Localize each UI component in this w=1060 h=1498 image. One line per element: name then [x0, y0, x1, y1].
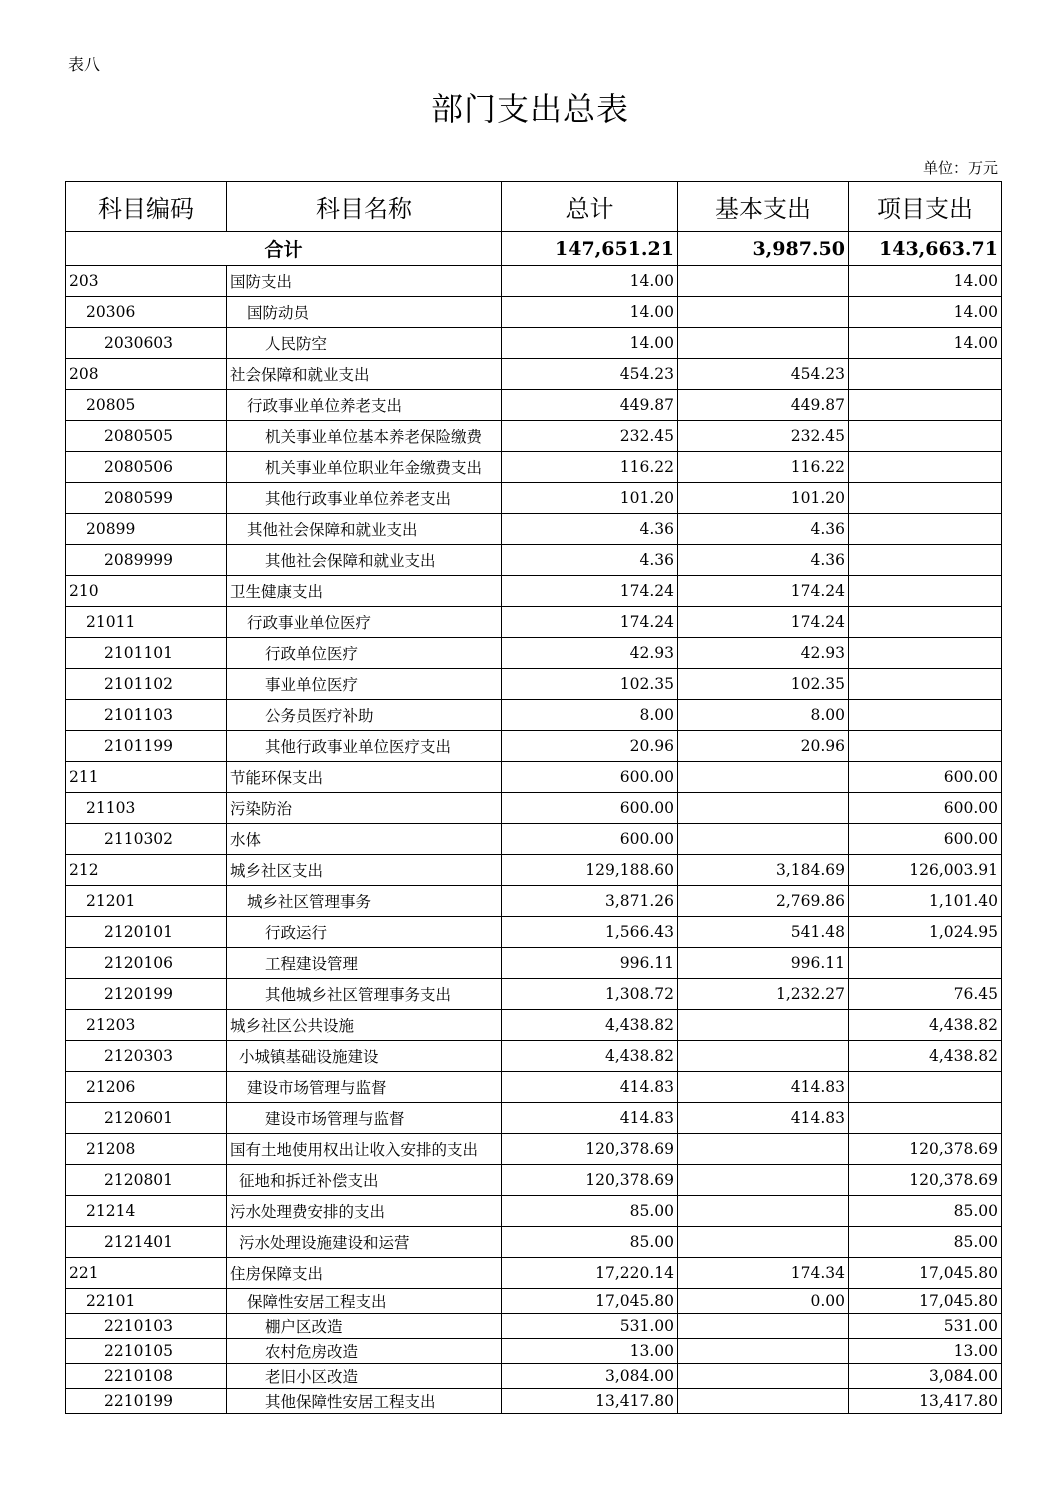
project-cell: 17,045.80 — [849, 1258, 1002, 1289]
total-cell: 414.83 — [502, 1103, 678, 1134]
code-cell: 2210108 — [66, 1364, 227, 1389]
basic-cell: 3,184.69 — [678, 855, 849, 886]
table-row — [66, 576, 1002, 607]
project-cell — [849, 700, 1002, 731]
total-cell: 129,188.60 — [502, 855, 678, 886]
total-cell: 600.00 — [502, 762, 678, 793]
code-cell: 20899 — [66, 514, 227, 545]
project-cell: 14.00 — [849, 297, 1002, 328]
code-cell: 21103 — [66, 793, 227, 824]
table-row — [66, 452, 1002, 483]
code-cell: 221 — [66, 1258, 227, 1289]
name-cell: 棚户区改造 — [227, 1314, 502, 1339]
name-cell: 国有土地使用权出让收入安排的支出 — [227, 1134, 502, 1165]
table-number: 表八 — [68, 55, 101, 74]
name-cell: 城乡社区支出 — [227, 855, 502, 886]
total-cell: 85.00 — [502, 1227, 678, 1258]
table-row — [66, 762, 1002, 793]
total-cell: 102.35 — [502, 669, 678, 700]
project-cell: 126,003.91 — [849, 855, 1002, 886]
name-cell: 行政事业单位养老支出 — [227, 390, 502, 421]
total-cell: 531.00 — [502, 1314, 678, 1339]
code-cell: 21206 — [66, 1072, 227, 1103]
table-row — [66, 1389, 1002, 1414]
code-cell: 211 — [66, 762, 227, 793]
name-cell: 节能环保支出 — [227, 762, 502, 793]
name-cell: 卫生健康支出 — [227, 576, 502, 607]
total-cell: 449.87 — [502, 390, 678, 421]
basic-cell — [678, 762, 849, 793]
table-row — [66, 824, 1002, 855]
project-cell: 1,024.95 — [849, 917, 1002, 948]
total-cell: 232.45 — [502, 421, 678, 452]
code-cell: 2089999 — [66, 545, 227, 576]
project-cell: 600.00 — [849, 762, 1002, 793]
total-cell: 8.00 — [502, 700, 678, 731]
basic-cell: 101.20 — [678, 483, 849, 514]
code-cell: 21011 — [66, 607, 227, 638]
basic-cell — [678, 266, 849, 297]
total-cell: 14.00 — [502, 297, 678, 328]
project-cell: 4,438.82 — [849, 1041, 1002, 1072]
project-cell — [849, 514, 1002, 545]
name-cell: 污染防治 — [227, 793, 502, 824]
total-cell: 4,438.82 — [502, 1010, 678, 1041]
total-basic: 3,987.50 — [678, 232, 849, 266]
total-cell: 3,871.26 — [502, 886, 678, 917]
table-row — [66, 390, 1002, 421]
name-cell: 污水处理费安排的支出 — [227, 1196, 502, 1227]
total-cell: 116.22 — [502, 452, 678, 483]
code-cell: 2080505 — [66, 421, 227, 452]
code-cell: 2121401 — [66, 1227, 227, 1258]
table-row — [66, 731, 1002, 762]
name-cell: 水体 — [227, 824, 502, 855]
project-cell: 14.00 — [849, 266, 1002, 297]
expenditure-table — [65, 181, 1002, 1414]
table-row — [66, 1227, 1002, 1258]
basic-cell: 0.00 — [678, 1289, 849, 1314]
table-row — [66, 359, 1002, 390]
basic-cell — [678, 793, 849, 824]
code-cell: 2080599 — [66, 483, 227, 514]
total-cell: 600.00 — [502, 793, 678, 824]
name-cell: 征地和拆迁补偿支出 — [227, 1165, 502, 1196]
project-cell — [849, 576, 1002, 607]
project-cell: 76.45 — [849, 979, 1002, 1010]
table-row — [66, 1339, 1002, 1364]
basic-cell — [678, 1041, 849, 1072]
table-row — [66, 1041, 1002, 1072]
name-cell: 机关事业单位基本养老保险缴费 — [227, 421, 502, 452]
project-cell — [849, 452, 1002, 483]
basic-cell: 414.83 — [678, 1103, 849, 1134]
name-cell: 污水处理设施建设和运营 — [227, 1227, 502, 1258]
basic-cell — [678, 297, 849, 328]
project-cell — [849, 948, 1002, 979]
project-cell: 531.00 — [849, 1314, 1002, 1339]
table-row — [66, 886, 1002, 917]
basic-cell — [678, 1134, 849, 1165]
total-cell: 120,378.69 — [502, 1165, 678, 1196]
basic-cell — [678, 1389, 849, 1414]
total-cell: 174.24 — [502, 576, 678, 607]
total-cell: 13.00 — [502, 1339, 678, 1364]
basic-cell: 414.83 — [678, 1072, 849, 1103]
project-cell: 85.00 — [849, 1227, 1002, 1258]
total-cell: 120,378.69 — [502, 1134, 678, 1165]
table-row — [66, 483, 1002, 514]
total-cell: 3,084.00 — [502, 1364, 678, 1389]
total-cell: 13,417.80 — [502, 1389, 678, 1414]
name-cell: 其他社会保障和就业支出 — [227, 514, 502, 545]
code-cell: 21208 — [66, 1134, 227, 1165]
basic-cell: 42.93 — [678, 638, 849, 669]
basic-cell: 8.00 — [678, 700, 849, 731]
project-cell: 4,438.82 — [849, 1010, 1002, 1041]
name-cell: 其他保障性安居工程支出 — [227, 1389, 502, 1414]
project-cell: 120,378.69 — [849, 1165, 1002, 1196]
project-cell — [849, 638, 1002, 669]
total-cell: 14.00 — [502, 266, 678, 297]
code-cell: 2120101 — [66, 917, 227, 948]
total-label: 合计 — [66, 232, 502, 266]
project-cell — [849, 545, 1002, 576]
name-cell: 小城镇基础设施建设 — [227, 1041, 502, 1072]
code-cell: 20306 — [66, 297, 227, 328]
basic-cell: 102.35 — [678, 669, 849, 700]
header-row — [66, 182, 1002, 232]
table-row — [66, 1314, 1002, 1339]
basic-cell — [678, 1165, 849, 1196]
basic-cell: 174.24 — [678, 576, 849, 607]
table-row — [66, 669, 1002, 700]
project-cell: 3,084.00 — [849, 1364, 1002, 1389]
total-cell: 414.83 — [502, 1072, 678, 1103]
basic-cell: 4.36 — [678, 514, 849, 545]
header-basic: 基本支出 — [678, 182, 849, 232]
name-cell: 社会保障和就业支出 — [227, 359, 502, 390]
basic-cell — [678, 1314, 849, 1339]
code-cell: 2120106 — [66, 948, 227, 979]
basic-cell — [678, 1010, 849, 1041]
header-name: 科目名称 — [227, 182, 502, 232]
code-cell: 210 — [66, 576, 227, 607]
project-cell: 1,101.40 — [849, 886, 1002, 917]
name-cell: 人民防空 — [227, 328, 502, 359]
name-cell: 公务员医疗补助 — [227, 700, 502, 731]
code-cell: 2101199 — [66, 731, 227, 762]
name-cell: 工程建设管理 — [227, 948, 502, 979]
project-cell — [849, 1103, 1002, 1134]
project-cell — [849, 1072, 1002, 1103]
total-cell: 101.20 — [502, 483, 678, 514]
basic-cell: 1,232.27 — [678, 979, 849, 1010]
total-total: 147,651.21 — [502, 232, 678, 266]
basic-cell: 996.11 — [678, 948, 849, 979]
basic-cell — [678, 328, 849, 359]
basic-cell: 116.22 — [678, 452, 849, 483]
table-row — [66, 638, 1002, 669]
name-cell: 机关事业单位职业年金缴费支出 — [227, 452, 502, 483]
basic-cell — [678, 1227, 849, 1258]
name-cell: 建设市场管理与监督 — [227, 1072, 502, 1103]
project-cell: 120,378.69 — [849, 1134, 1002, 1165]
name-cell: 其他行政事业单位医疗支出 — [227, 731, 502, 762]
table-row — [66, 1364, 1002, 1389]
table-row — [66, 1289, 1002, 1314]
code-cell: 20805 — [66, 390, 227, 421]
header-total: 总计 — [502, 182, 678, 232]
basic-cell — [678, 1339, 849, 1364]
name-cell: 其他社会保障和就业支出 — [227, 545, 502, 576]
project-cell: 13,417.80 — [849, 1389, 1002, 1414]
header-project: 项目支出 — [849, 182, 1002, 232]
total-cell: 17,220.14 — [502, 1258, 678, 1289]
project-cell — [849, 731, 1002, 762]
table-row — [66, 1258, 1002, 1289]
table-row — [66, 793, 1002, 824]
table-row — [66, 266, 1002, 297]
name-cell: 行政事业单位医疗 — [227, 607, 502, 638]
name-cell: 其他城乡社区管理事务支出 — [227, 979, 502, 1010]
name-cell: 行政运行 — [227, 917, 502, 948]
project-cell — [849, 607, 1002, 638]
project-cell: 14.00 — [849, 328, 1002, 359]
total-cell: 4.36 — [502, 514, 678, 545]
table-row — [66, 1103, 1002, 1134]
basic-cell: 541.48 — [678, 917, 849, 948]
name-cell: 城乡社区管理事务 — [227, 886, 502, 917]
table-row — [66, 328, 1002, 359]
code-cell: 2101101 — [66, 638, 227, 669]
project-cell: 600.00 — [849, 793, 1002, 824]
code-cell: 21203 — [66, 1010, 227, 1041]
table-row — [66, 1134, 1002, 1165]
code-cell: 2210105 — [66, 1339, 227, 1364]
code-cell: 2210199 — [66, 1389, 227, 1414]
total-cell: 600.00 — [502, 824, 678, 855]
total-cell: 4.36 — [502, 545, 678, 576]
name-cell: 国防支出 — [227, 266, 502, 297]
code-cell: 21201 — [66, 886, 227, 917]
total-cell: 174.24 — [502, 607, 678, 638]
code-cell: 22101 — [66, 1289, 227, 1314]
basic-cell: 454.23 — [678, 359, 849, 390]
total-row — [66, 232, 1002, 266]
name-cell: 行政单位医疗 — [227, 638, 502, 669]
project-cell — [849, 669, 1002, 700]
code-cell: 208 — [66, 359, 227, 390]
code-cell: 2120199 — [66, 979, 227, 1010]
code-cell: 21214 — [66, 1196, 227, 1227]
code-cell: 2101103 — [66, 700, 227, 731]
name-cell: 国防动员 — [227, 297, 502, 328]
basic-cell: 20.96 — [678, 731, 849, 762]
table-row — [66, 297, 1002, 328]
code-cell: 2120303 — [66, 1041, 227, 1072]
project-cell: 85.00 — [849, 1196, 1002, 1227]
code-cell: 2101102 — [66, 669, 227, 700]
header-code: 科目编码 — [66, 182, 227, 232]
table-row — [66, 514, 1002, 545]
name-cell: 事业单位医疗 — [227, 669, 502, 700]
total-cell: 4,438.82 — [502, 1041, 678, 1072]
total-cell: 1,566.43 — [502, 917, 678, 948]
unit-label: 单位：万元 — [922, 159, 998, 177]
table-row — [66, 979, 1002, 1010]
code-cell: 2120601 — [66, 1103, 227, 1134]
name-cell: 老旧小区改造 — [227, 1364, 502, 1389]
name-cell: 农村危房改造 — [227, 1339, 502, 1364]
total-cell: 17,045.80 — [502, 1289, 678, 1314]
name-cell: 城乡社区公共设施 — [227, 1010, 502, 1041]
total-cell: 14.00 — [502, 328, 678, 359]
name-cell: 建设市场管理与监督 — [227, 1103, 502, 1134]
project-cell — [849, 390, 1002, 421]
project-cell — [849, 483, 1002, 514]
project-cell — [849, 359, 1002, 390]
name-cell: 住房保障支出 — [227, 1258, 502, 1289]
name-cell: 其他行政事业单位养老支出 — [227, 483, 502, 514]
table-row — [66, 1165, 1002, 1196]
total-cell: 1,308.72 — [502, 979, 678, 1010]
table-row — [66, 1010, 1002, 1041]
table-row — [66, 607, 1002, 638]
basic-cell: 232.45 — [678, 421, 849, 452]
table-row — [66, 917, 1002, 948]
table-row — [66, 948, 1002, 979]
table-row — [66, 855, 1002, 886]
code-cell: 2030603 — [66, 328, 227, 359]
project-cell: 17,045.80 — [849, 1289, 1002, 1314]
total-cell: 454.23 — [502, 359, 678, 390]
basic-cell: 174.34 — [678, 1258, 849, 1289]
basic-cell: 449.87 — [678, 390, 849, 421]
table-row — [66, 700, 1002, 731]
code-cell: 2120801 — [66, 1165, 227, 1196]
code-cell: 212 — [66, 855, 227, 886]
code-cell: 2110302 — [66, 824, 227, 855]
total-project: 143,663.71 — [849, 232, 1002, 266]
table-row — [66, 545, 1002, 576]
basic-cell — [678, 1196, 849, 1227]
basic-cell: 2,769.86 — [678, 886, 849, 917]
basic-cell: 174.24 — [678, 607, 849, 638]
basic-cell: 4.36 — [678, 545, 849, 576]
total-cell: 996.11 — [502, 948, 678, 979]
code-cell: 2210103 — [66, 1314, 227, 1339]
table-row — [66, 421, 1002, 452]
basic-cell — [678, 1364, 849, 1389]
total-cell: 85.00 — [502, 1196, 678, 1227]
basic-cell — [678, 824, 849, 855]
code-cell: 2080506 — [66, 452, 227, 483]
table-row — [66, 1196, 1002, 1227]
code-cell: 203 — [66, 266, 227, 297]
project-cell: 600.00 — [849, 824, 1002, 855]
project-cell: 13.00 — [849, 1339, 1002, 1364]
name-cell: 保障性安居工程支出 — [227, 1289, 502, 1314]
total-cell: 20.96 — [502, 731, 678, 762]
table-row — [66, 1072, 1002, 1103]
project-cell — [849, 421, 1002, 452]
page-title: 部门支出总表 — [430, 90, 629, 128]
total-cell: 42.93 — [502, 638, 678, 669]
